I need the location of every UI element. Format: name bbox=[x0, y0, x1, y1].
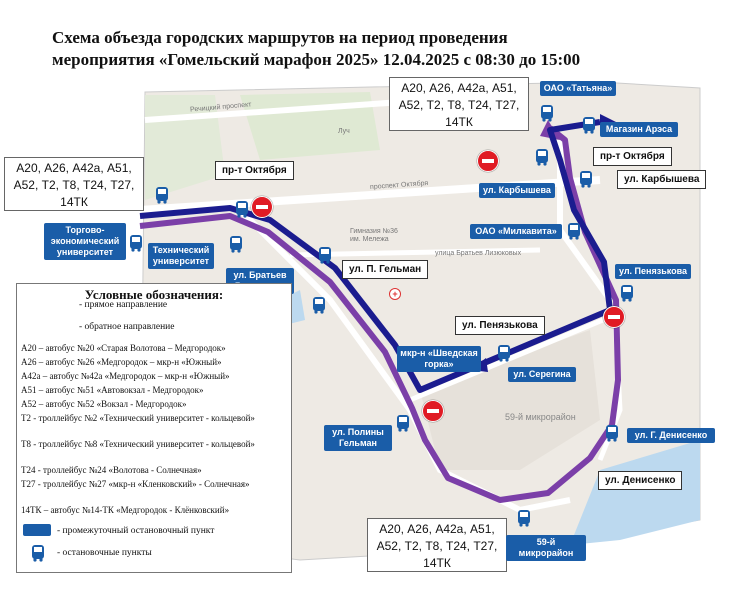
place-rechitsky: Речицкий проспект bbox=[189, 101, 252, 114]
bus-stop-icon bbox=[129, 234, 143, 252]
stop-bratiev: ул. Братьев bbox=[226, 268, 294, 294]
bus-stop-icon bbox=[582, 116, 596, 134]
stop-karbysheva: ул. Карбышева bbox=[479, 183, 555, 198]
legend-route-t2: Т2 - троллейбус №2 «Технический университет - кольцевой» bbox=[21, 413, 255, 423]
legend-route-a42a: А42а – автобус №42а «Медгородок – мкр-н «Южный» bbox=[21, 371, 230, 381]
place-mkr59: 59-й микрорайон bbox=[505, 412, 576, 422]
place-prospekt-oktyabrya: проспект Октября bbox=[369, 179, 429, 192]
legend-route-a26: А26 – автобус №26 «Медгородок – мкр-н «Южный» bbox=[21, 357, 222, 367]
stop-penyazkova: ул. Пенязькова bbox=[615, 264, 691, 279]
stop-mkr59: 59-й микрорайон bbox=[506, 535, 586, 561]
no-entry-icon bbox=[422, 400, 444, 422]
stop-denisenko: ул. Г. Денисенко bbox=[627, 428, 715, 443]
legend-bus-stop-icon bbox=[31, 544, 45, 562]
legend-forward-label: - прямое направление bbox=[79, 300, 168, 310]
stop-torgovo: Торгово-экономический университет bbox=[44, 223, 126, 260]
no-entry-icon bbox=[251, 196, 273, 218]
bus-stop-icon bbox=[497, 344, 511, 362]
stop-magazin: Магазин Арэса bbox=[600, 122, 678, 137]
street-denisenko: ул. Денисенко bbox=[598, 471, 682, 490]
routes-box-bottom: А20, А26, А42а, А51, А52, Т2, Т8, Т24, Т27, 14ТК bbox=[367, 518, 507, 572]
legend-title: Условные обозначения: bbox=[84, 287, 224, 302]
bus-stop-icon bbox=[535, 148, 549, 166]
street-penyazkova: ул. Пенязькова bbox=[455, 316, 545, 335]
legend-stop-points-label: - остановочные пункты bbox=[57, 548, 152, 558]
legend-route-a52: А52 – автобус №52 «Вокзал - Медгородок» bbox=[21, 399, 187, 409]
bus-stop-icon bbox=[579, 170, 593, 188]
legend bbox=[16, 283, 292, 573]
legend-intermediate-swatch bbox=[23, 524, 51, 536]
bus-stop-icon bbox=[605, 424, 619, 442]
stop-polina: ул. Полины Гельман bbox=[324, 425, 392, 451]
place-gimnazia: Гимназия №36 им. Мележа bbox=[350, 228, 398, 243]
legend-route-14tk: 14ТК – автобус №14-ТК «Медгородок - Клёнковский» bbox=[21, 505, 230, 515]
bus-stop-icon bbox=[318, 246, 332, 264]
legend-route-a51: А51 – автобус №51 «Автовокзал - Медгородок» bbox=[21, 385, 204, 395]
legend-route-t27: Т27 - троллейбус №27 «мкр-н «Кленковский» - Солнечная» bbox=[21, 479, 250, 489]
bus-stop-icon bbox=[229, 235, 243, 253]
routes-box-left: А20, А26, А42а, А51, А52, Т2, Т8, Т24, Т27, 14ТК bbox=[4, 157, 144, 211]
street-oktyabrya-left: пр-т Октября bbox=[215, 161, 294, 180]
bus-stop-icon bbox=[620, 284, 634, 302]
street-gelman: ул. П. Гельман bbox=[342, 260, 428, 279]
legend-route-t8: Т8 - троллейбус №8 «Технический университет - кольцевой» bbox=[21, 439, 255, 449]
no-entry-icon bbox=[603, 306, 625, 328]
title-line-1: Схема объезда городских маршрутов на период проведения bbox=[52, 28, 508, 47]
routes-box-top: А20, А26, А42а, А51, А52, Т2, Т8, Т24, Т27, 14ТК bbox=[389, 77, 529, 131]
stop-milkavita: ОАО «Милкавита» bbox=[470, 224, 562, 239]
bus-stop-icon bbox=[540, 104, 554, 122]
bus-stop-icon bbox=[235, 200, 249, 218]
bus-stop-icon bbox=[312, 296, 326, 314]
place-luch: Луч bbox=[338, 128, 350, 135]
bus-stop-icon bbox=[396, 414, 410, 432]
legend-reverse-label: - обратное направление bbox=[79, 322, 175, 332]
street-oktyabrya-right: пр-т Октября bbox=[593, 147, 672, 166]
legend-route-t24: Т24 - троллейбус №24 «Волотова - Солнечная» bbox=[21, 465, 202, 475]
stop-technical: Технический университет bbox=[148, 243, 214, 269]
no-entry-icon bbox=[477, 150, 499, 172]
street-karbysheva: ул. Карбышева bbox=[617, 170, 706, 189]
stop-tatiana: ОАО «Татьяна» bbox=[540, 81, 616, 96]
legend-route-a20: А20 – автобус №20 «Старая Волотова – Медгородок» bbox=[21, 343, 226, 353]
stop-shvedskaya: мкр-н «Шведская горка» bbox=[397, 346, 481, 372]
stop-seregina: ул. Серегина bbox=[508, 367, 576, 382]
hospital-icon: + bbox=[389, 288, 401, 300]
bus-stop-icon bbox=[155, 186, 169, 204]
legend-intermediate-label: - промежуточный остановочный пункт bbox=[57, 526, 215, 536]
bus-stop-icon bbox=[517, 509, 531, 527]
bus-stop-icon bbox=[567, 222, 581, 240]
place-bratiev-street: улица Братьев Лизюковых bbox=[435, 250, 522, 257]
title-line-2: мероприятия «Гомельский марафон 2025» 12.04.2025 с 08:30 до 15:00 bbox=[52, 50, 581, 69]
